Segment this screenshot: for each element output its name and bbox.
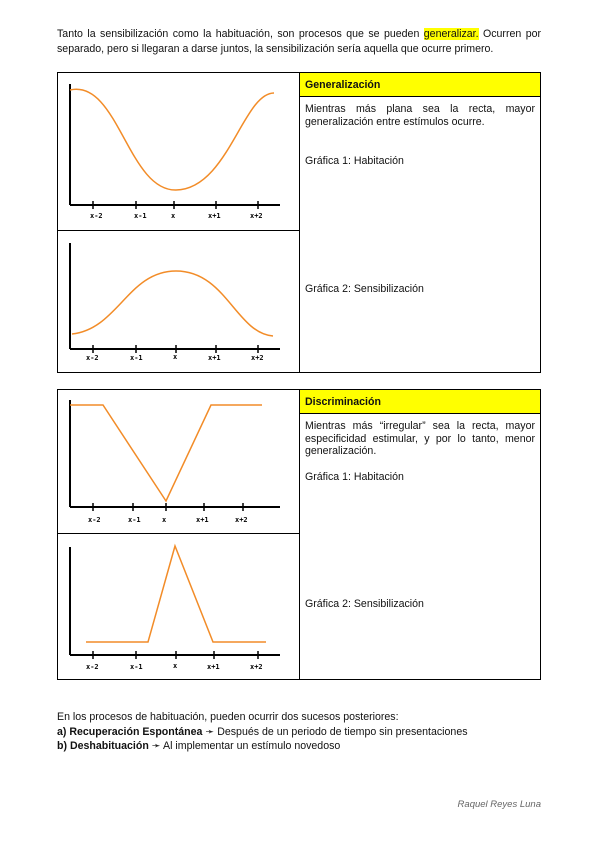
tick-label: x-2 bbox=[90, 212, 103, 220]
discrimination-graph2-cell bbox=[58, 534, 300, 680]
intro-paragraph bbox=[57, 27, 541, 57]
discrimination-graph2-label: Gráfica 2: Sensibilización bbox=[305, 598, 424, 610]
tick-label: x-2 bbox=[86, 663, 99, 671]
generalization-graph2-cell bbox=[58, 231, 300, 373]
footer-item-a-text: Después de un periodo de tiempo sin presentaciones bbox=[217, 725, 468, 738]
intro-highlight: generalizar. bbox=[423, 28, 479, 40]
tick-label: x+1 bbox=[208, 212, 221, 220]
generalization-text-cell bbox=[300, 73, 541, 373]
tick-label: x-2 bbox=[88, 516, 101, 524]
footer-intro: En los procesos de habituación, pueden ocurrir dos sucesos posteriores: bbox=[57, 711, 399, 723]
arrow-icon: ➛ bbox=[151, 740, 161, 752]
tick-label: x+1 bbox=[196, 516, 209, 524]
footer-item-a bbox=[57, 725, 541, 740]
tick-label: x+1 bbox=[208, 354, 221, 362]
footer-item-a-label: a) Recuperación Espontánea bbox=[57, 725, 203, 738]
tick-label: x+2 bbox=[235, 516, 248, 524]
footer-section bbox=[57, 710, 541, 754]
discrimination-sensitization-graph bbox=[58, 534, 299, 679]
tick-label: x-1 bbox=[130, 354, 143, 362]
discrimination-graph1-cell bbox=[58, 390, 300, 534]
habituation-curve bbox=[70, 89, 274, 190]
discrimination-body bbox=[300, 414, 540, 458]
sensitization-curve bbox=[72, 271, 273, 336]
intro-text-2: Ocurren por separado, pero si llegaran a darse juntos, la sensibilización sería aquella que ocurre primero. bbox=[57, 28, 542, 55]
generalization-body bbox=[300, 97, 540, 128]
tick-label: x-1 bbox=[134, 212, 147, 220]
tick-label: x bbox=[173, 353, 178, 361]
generalization-graph2-label: Gráfica 2: Sensibilización bbox=[305, 283, 424, 295]
discrimination-habituation-graph bbox=[58, 390, 299, 533]
intro-text-1: Tanto la sensibilización como la habituación, son procesos que se pueden bbox=[57, 28, 424, 40]
tick-label: x bbox=[162, 516, 167, 524]
discrimination-text-cell bbox=[300, 390, 541, 680]
tick-label: x+1 bbox=[207, 663, 220, 671]
tick-label: x-1 bbox=[128, 516, 141, 524]
tick-label: x bbox=[171, 212, 176, 220]
author-signature: Raquel Reyes Luna bbox=[457, 799, 541, 810]
generalization-sensitization-graph bbox=[58, 231, 299, 372]
footer-item-b bbox=[57, 739, 541, 754]
tick-label: x+2 bbox=[250, 663, 263, 671]
tick-label: x bbox=[173, 662, 178, 670]
habituation-v-line bbox=[70, 405, 262, 501]
generalization-graph1-label: Gráfica 1: Habitación bbox=[305, 155, 404, 167]
discrimination-description: Mientras más “irregular” sea la recta, mayor especificidad estimular, y por lo tanto, menor generalización. bbox=[305, 420, 535, 457]
generalization-habituation-graph bbox=[58, 73, 299, 230]
generalization-graph1-cell bbox=[58, 73, 300, 231]
discrimination-table bbox=[57, 389, 541, 680]
arrow-icon: ➛ bbox=[205, 725, 215, 738]
generalization-description: Mientras más plana sea la recta, mayor generalización entre estímulos ocurre. bbox=[305, 103, 535, 128]
tick-label: x+2 bbox=[250, 212, 263, 220]
generalization-title: Generalización bbox=[300, 73, 540, 97]
footer-item-b-text: Al implementar un estímulo novedoso bbox=[163, 740, 341, 752]
footer-item-b-label: b) Deshabituación bbox=[57, 740, 149, 752]
tick-label: x+2 bbox=[251, 354, 264, 362]
sensitization-peak-line bbox=[86, 546, 266, 642]
tick-label: x-2 bbox=[86, 354, 99, 362]
tick-label: x-1 bbox=[130, 663, 143, 671]
discrimination-graph1-label: Gráfica 1: Habitación bbox=[305, 471, 404, 483]
generalization-table bbox=[57, 72, 541, 373]
discrimination-title: Discriminación bbox=[300, 390, 540, 414]
